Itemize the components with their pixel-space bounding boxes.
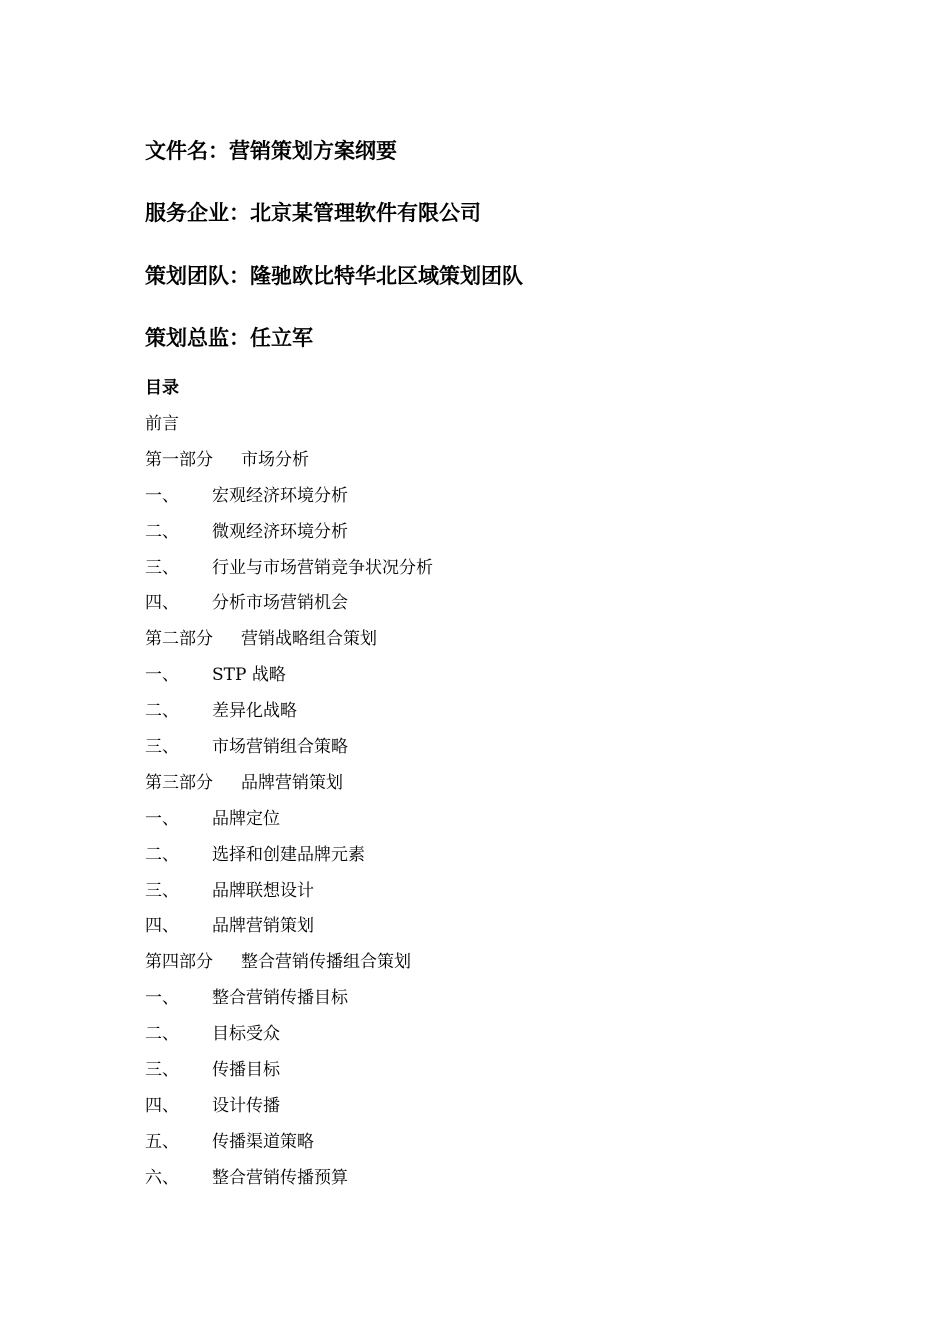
toc-text: 微观经济环境分析 — [212, 521, 348, 542]
toc-text: 前言 — [145, 414, 179, 434]
toc-item — [145, 1057, 845, 1093]
toc-title: 目录 — [145, 378, 179, 398]
toc-number: 四、 — [145, 593, 179, 614]
team-line: 策划团队：隆驰欧比特华北区域策划团队 — [145, 264, 523, 288]
toc-text: 目标受众 — [212, 1024, 280, 1045]
toc-number: 一、 — [145, 485, 179, 506]
toc-number: 一、 — [145, 808, 179, 829]
toc-item — [145, 985, 845, 1021]
toc-part-heading — [145, 949, 845, 985]
toc-text: 行业与市场营销竞争状况分析 — [212, 557, 433, 578]
toc-entry-preface — [145, 411, 845, 447]
table-of-contents — [145, 411, 845, 1201]
toc-number: 一、 — [145, 988, 179, 1009]
toc-item — [145, 483, 845, 519]
toc-item — [145, 734, 845, 770]
toc-number: 二、 — [145, 521, 179, 542]
toc-item — [145, 878, 845, 914]
toc-text: 品牌营销策划 — [241, 772, 343, 793]
toc-text: 差异化战略 — [212, 701, 297, 722]
toc-text: 传播渠道策略 — [212, 1131, 314, 1152]
toc-number: 三、 — [145, 737, 179, 758]
toc-number: 二、 — [145, 1024, 179, 1045]
toc-text: 市场分析 — [241, 449, 309, 470]
toc-item — [145, 555, 845, 591]
director-line: 策划总监：任立军 — [145, 326, 313, 350]
toc-item — [145, 806, 845, 842]
toc-item — [145, 1093, 845, 1129]
toc-item — [145, 842, 845, 878]
toc-text: 品牌联想设计 — [212, 880, 314, 901]
toc-text: 品牌定位 — [212, 808, 280, 829]
toc-text: 设计传播 — [212, 1095, 280, 1116]
toc-number: 第一部分 — [145, 449, 213, 470]
toc-number: 五、 — [145, 1131, 179, 1152]
toc-item — [145, 662, 845, 698]
toc-item — [145, 1165, 845, 1201]
toc-item — [145, 1021, 845, 1057]
toc-item — [145, 519, 845, 555]
toc-number: 三、 — [145, 557, 179, 578]
toc-number: 一、 — [145, 665, 179, 686]
toc-number: 第四部分 — [145, 952, 213, 973]
toc-part-heading — [145, 626, 845, 662]
file-name-line: 文件名：营销策划方案纲要 — [145, 139, 397, 163]
toc-text: 整合营销传播组合策划 — [241, 952, 411, 973]
toc-item — [145, 913, 845, 949]
toc-number: 第二部分 — [145, 629, 213, 650]
toc-text: 宏观经济环境分析 — [212, 485, 348, 506]
toc-number: 二、 — [145, 701, 179, 722]
toc-number: 四、 — [145, 916, 179, 937]
toc-item — [145, 698, 845, 734]
toc-number: 第三部分 — [145, 772, 213, 793]
toc-text: 分析市场营销机会 — [212, 593, 348, 614]
toc-number: 二、 — [145, 844, 179, 865]
toc-text: STP 战略 — [212, 665, 286, 686]
toc-number: 六、 — [145, 1167, 179, 1188]
toc-text: 选择和创建品牌元素 — [212, 844, 365, 865]
toc-part-heading — [145, 447, 845, 483]
toc-number: 三、 — [145, 1060, 179, 1081]
toc-text: 整合营销传播预算 — [212, 1167, 348, 1188]
toc-text: 整合营销传播目标 — [212, 988, 348, 1009]
client-line: 服务企业：北京某管理软件有限公司 — [145, 201, 481, 225]
toc-number: 四、 — [145, 1095, 179, 1116]
toc-text: 传播目标 — [212, 1060, 280, 1081]
toc-number: 三、 — [145, 880, 179, 901]
toc-part-heading — [145, 770, 845, 806]
toc-item — [145, 1129, 845, 1165]
toc-text: 市场营销组合策略 — [212, 737, 348, 758]
toc-text: 品牌营销策划 — [212, 916, 314, 937]
toc-text: 营销战略组合策划 — [241, 629, 377, 650]
toc-item — [145, 590, 845, 626]
